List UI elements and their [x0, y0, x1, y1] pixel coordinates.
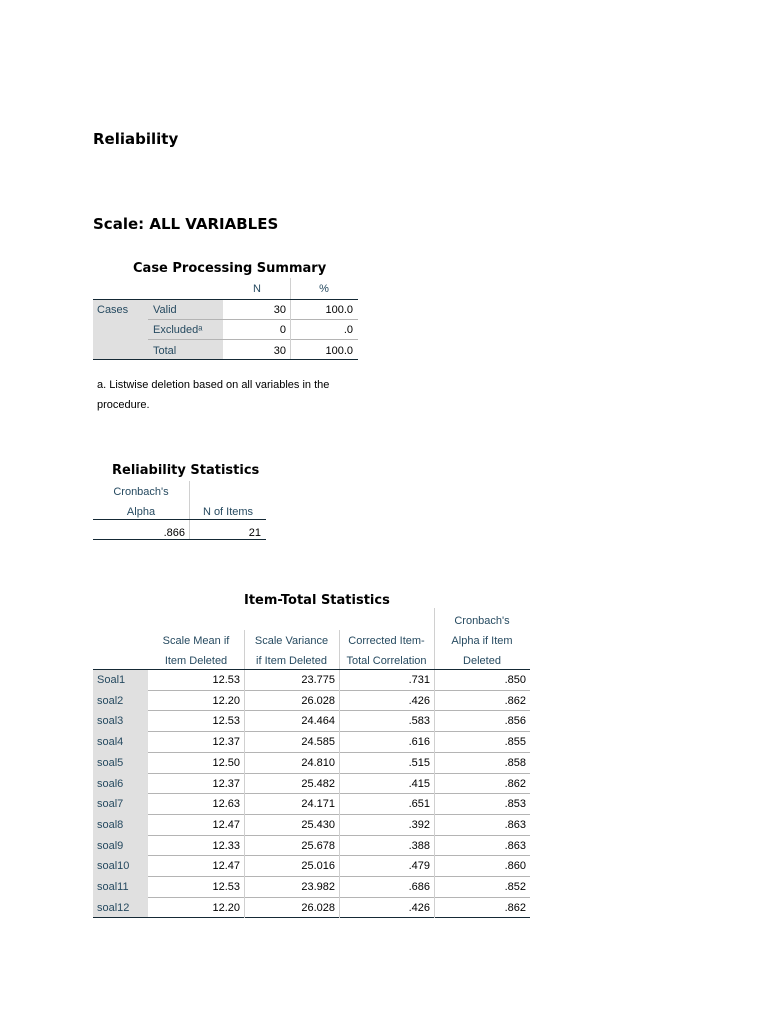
item-var-cell: 24.585: [301, 736, 335, 749]
footnote-line-2: procedure.: [97, 399, 150, 411]
item-alpha-cell: .856: [504, 715, 526, 728]
valid-n: 30: [273, 304, 286, 316]
item-var-cell: 23.982: [301, 881, 335, 893]
col-divider: [434, 670, 435, 918]
excluded-n: 0: [279, 324, 286, 336]
item-mean-cell: 12.20: [212, 694, 240, 707]
item-var-cell: 24.810: [301, 756, 335, 769]
item-label: soal3: [97, 715, 124, 728]
item-var-cell: 24.464: [301, 715, 335, 728]
item-total-title: Item-Total Statistics: [244, 593, 390, 608]
alpha-header-line1: Cronbach's: [113, 486, 169, 498]
table-bottom-rule: [93, 539, 266, 540]
item-mean-cell: 12.33: [212, 839, 240, 852]
item-alpha-cell: .863: [504, 818, 526, 831]
item-corr-cell: .392: [408, 818, 430, 831]
item-label: soal11: [97, 881, 129, 893]
page-heading: Reliability: [93, 130, 179, 148]
total-pct: 100.0: [325, 345, 353, 357]
item-var-cell: 24.171: [301, 798, 335, 811]
column-header: Total Correlation: [346, 655, 427, 667]
header-rule: [93, 519, 266, 520]
column-header: Deleted: [463, 655, 501, 667]
item-var-cell: 25.430: [301, 818, 335, 831]
item-alpha-cell: .855: [504, 736, 526, 749]
footnote-line-1: a. Listwise deletion based on all variables in the: [97, 379, 330, 391]
item-mean-cell: 12.20: [212, 901, 240, 914]
item-corr-cell: .426: [408, 901, 430, 914]
item-corr-cell: .731: [408, 674, 430, 686]
item-corr-cell: .426: [408, 694, 430, 707]
item-mean-cell: 12.53: [212, 715, 240, 728]
item-var-cell: 25.482: [301, 777, 335, 790]
item-label: soal12: [97, 901, 130, 914]
item-mean-cell: 12.50: [212, 756, 240, 769]
item-label: soal7: [97, 798, 124, 811]
excluded-pct: .0: [343, 324, 353, 336]
item-corr-cell: .388: [408, 839, 430, 852]
item-label: soal10: [97, 860, 130, 873]
scale-heading: Scale: ALL VARIABLES: [93, 215, 279, 233]
item-corr-cell: .583: [408, 715, 430, 728]
col-header-n: N: [253, 283, 261, 295]
item-alpha-cell: .858: [504, 756, 526, 769]
n-items-header: N of Items: [202, 506, 254, 518]
row-divider: [148, 319, 358, 320]
item-label: soal5: [97, 756, 124, 769]
item-var-cell: 23.775: [301, 674, 335, 686]
header-divider: [244, 630, 245, 670]
item-alpha-cell: .862: [504, 777, 526, 790]
item-label: soal6: [97, 777, 124, 790]
col-header-pct: %: [319, 283, 329, 295]
alpha-header-line2: Alpha: [126, 506, 156, 518]
item-corr-cell: .479: [408, 860, 430, 873]
column-header: Cronbach's: [454, 615, 510, 627]
col-divider: [244, 670, 245, 918]
header-divider: [290, 278, 291, 300]
col-divider: [290, 300, 291, 360]
item-label: soal9: [97, 839, 124, 852]
cases-group-label: Cases: [97, 304, 129, 316]
col-divider: [339, 670, 340, 918]
item-label: Soal1: [97, 674, 126, 686]
header-divider: [339, 630, 340, 670]
item-label: soal8: [97, 818, 124, 831]
header-rule: [93, 299, 358, 300]
header-rule: [93, 669, 530, 670]
reliability-stats-title: Reliability Statistics: [112, 463, 260, 478]
item-mean-cell: 12.37: [212, 736, 240, 749]
column-header: Scale Variance: [254, 635, 329, 647]
item-mean-cell: 12.47: [212, 860, 240, 873]
item-var-cell: 26.028: [301, 901, 335, 914]
column-header: Corrected Item-: [348, 635, 425, 647]
row-divider: [93, 917, 530, 918]
table-bottom-rule: [93, 359, 358, 360]
row-label-excluded: Excludedᵃ: [153, 324, 203, 336]
item-alpha-cell: .853: [504, 798, 526, 811]
row-divider: [148, 339, 358, 340]
column-header: Scale Mean if: [162, 635, 230, 647]
column-header: if Item Deleted: [256, 655, 327, 667]
case-processing-title: Case Processing Summary: [133, 261, 327, 276]
header-divider: [434, 630, 435, 670]
item-alpha-cell: .862: [504, 901, 526, 914]
item-var-cell: 25.016: [301, 860, 335, 873]
column-header: Item Deleted: [164, 655, 228, 667]
item-alpha-cell: .852: [504, 881, 526, 893]
item-mean-cell: 12.53: [212, 674, 240, 686]
valid-pct: 100.0: [325, 304, 353, 316]
total-n: 30: [273, 345, 286, 357]
item-corr-cell: .515: [408, 756, 430, 769]
item-corr-cell: .686: [408, 881, 430, 893]
item-alpha-cell: .862: [504, 694, 526, 707]
item-mean-cell: 12.37: [212, 777, 240, 790]
item-var-cell: 26.028: [301, 694, 335, 707]
item-label: soal2: [97, 694, 124, 707]
item-alpha-cell: .850: [504, 674, 526, 686]
item-mean-cell: 12.63: [212, 798, 240, 811]
item-corr-cell: .651: [408, 798, 430, 811]
item-label: soal4: [97, 736, 124, 749]
header-divider: [434, 608, 435, 630]
item-var-cell: 25.678: [301, 839, 335, 852]
item-alpha-cell: .863: [504, 839, 526, 852]
item-corr-cell: .616: [408, 736, 430, 749]
alpha-value: .866: [163, 527, 185, 539]
row-label-valid: Valid: [153, 304, 177, 316]
item-mean-cell: 12.47: [212, 818, 240, 831]
item-alpha-cell: .860: [504, 860, 526, 873]
item-corr-cell: .415: [408, 777, 430, 790]
n-items-value: 21: [248, 527, 261, 539]
column-header: Alpha if Item: [451, 635, 513, 647]
item-mean-cell: 12.53: [212, 881, 240, 893]
row-label-total: Total: [153, 345, 177, 357]
